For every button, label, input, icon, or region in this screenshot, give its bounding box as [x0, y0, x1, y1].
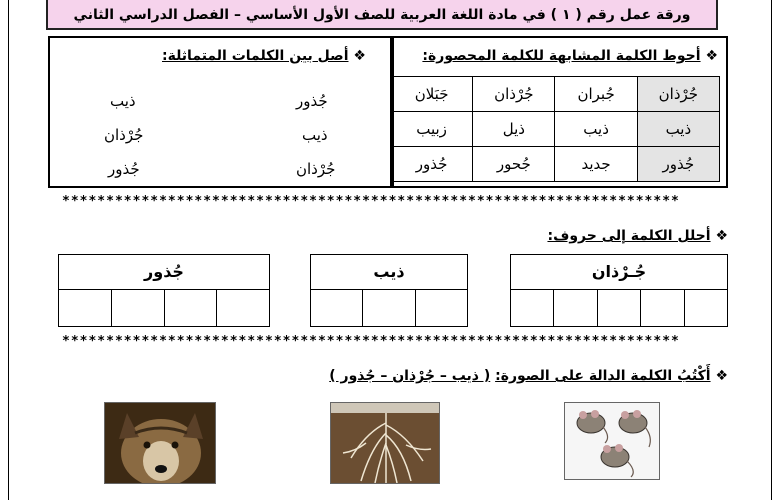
target-word-cell: جُذور [637, 147, 719, 182]
analyze-box-3 [58, 254, 270, 327]
choice-word-cell[interactable]: جُبران [555, 77, 637, 112]
match-word[interactable]: جُرْذان [104, 126, 144, 144]
analyze-word: جُذور [59, 255, 269, 290]
analyze-word: ذيب [311, 255, 467, 290]
choice-word-cell[interactable]: ذيل [473, 112, 555, 147]
letter-cell[interactable] [216, 290, 269, 326]
choice-word-cell[interactable]: جُحور [473, 147, 555, 182]
choice-word-cell[interactable]: جديد [555, 147, 637, 182]
choice-word-cell[interactable]: زبيب [391, 112, 473, 147]
separator-stars: ********************************************************************** [62, 194, 680, 209]
letter-cell[interactable] [553, 290, 596, 326]
bullet-icon: ❖ [705, 48, 718, 64]
bullet-icon: ❖ [715, 228, 728, 244]
top-exercises-box [48, 36, 728, 188]
choice-word-cell[interactable]: جَبَلان [391, 77, 473, 112]
letter-cell[interactable] [164, 290, 217, 326]
letter-cell[interactable] [684, 290, 727, 326]
wolf-picture [104, 402, 216, 484]
letter-cell[interactable] [111, 290, 164, 326]
letter-cell[interactable] [362, 290, 414, 326]
section3-title: ❖ أحلل الكلمة إلى حروف: [547, 228, 728, 244]
target-word-cell: ذيب [637, 112, 719, 147]
page-title: ورقة عمل رقم ( ١ ) في مادة اللغة العربية للصف الأول الأساسي – الفصل الدراسي الثاني [46, 0, 718, 30]
similar-words-table [390, 76, 720, 182]
letter-cell[interactable] [415, 290, 467, 326]
section4-title: ❖ أَكْتُبُ الكلمة الدالة على الصورة: ( ذيب – جُرْذان – جُذور ) [329, 368, 728, 384]
analyze-word: جُـرْذان [511, 255, 727, 290]
bullet-icon: ❖ [715, 368, 728, 384]
choice-word-cell[interactable]: ذيب [555, 112, 637, 147]
section2-title: ❖ أصل بين الكلمات المتماثلة: [162, 48, 366, 64]
roots-picture [330, 402, 440, 484]
letter-cell[interactable] [511, 290, 553, 326]
target-word-cell: جُرْذان [637, 77, 719, 112]
table-row [391, 77, 720, 112]
match-word[interactable]: جُذور [108, 160, 140, 178]
bullet-icon: ❖ [353, 48, 366, 64]
match-word[interactable]: جُذور [296, 92, 328, 110]
match-word[interactable]: ذيب [302, 126, 328, 144]
table-row [391, 147, 720, 182]
separator-stars: ********************************************************************** [62, 334, 680, 349]
match-word[interactable]: جُرْذان [296, 160, 336, 178]
table-row [391, 112, 720, 147]
choice-word-cell[interactable]: جُرْذان [473, 77, 555, 112]
section1-title: ❖ أحوط الكلمة المشابهة للكلمة المحصورة: [422, 48, 718, 64]
analyze-box-2 [310, 254, 468, 327]
letter-cell[interactable] [597, 290, 640, 326]
letter-cell[interactable] [59, 290, 111, 326]
letter-cell[interactable] [640, 290, 683, 326]
letter-cell[interactable] [311, 290, 362, 326]
analyze-box-1 [510, 254, 728, 327]
choice-word-cell[interactable]: جُذور [391, 147, 473, 182]
mice-picture [564, 402, 660, 480]
match-word[interactable]: ذيب [110, 92, 136, 110]
